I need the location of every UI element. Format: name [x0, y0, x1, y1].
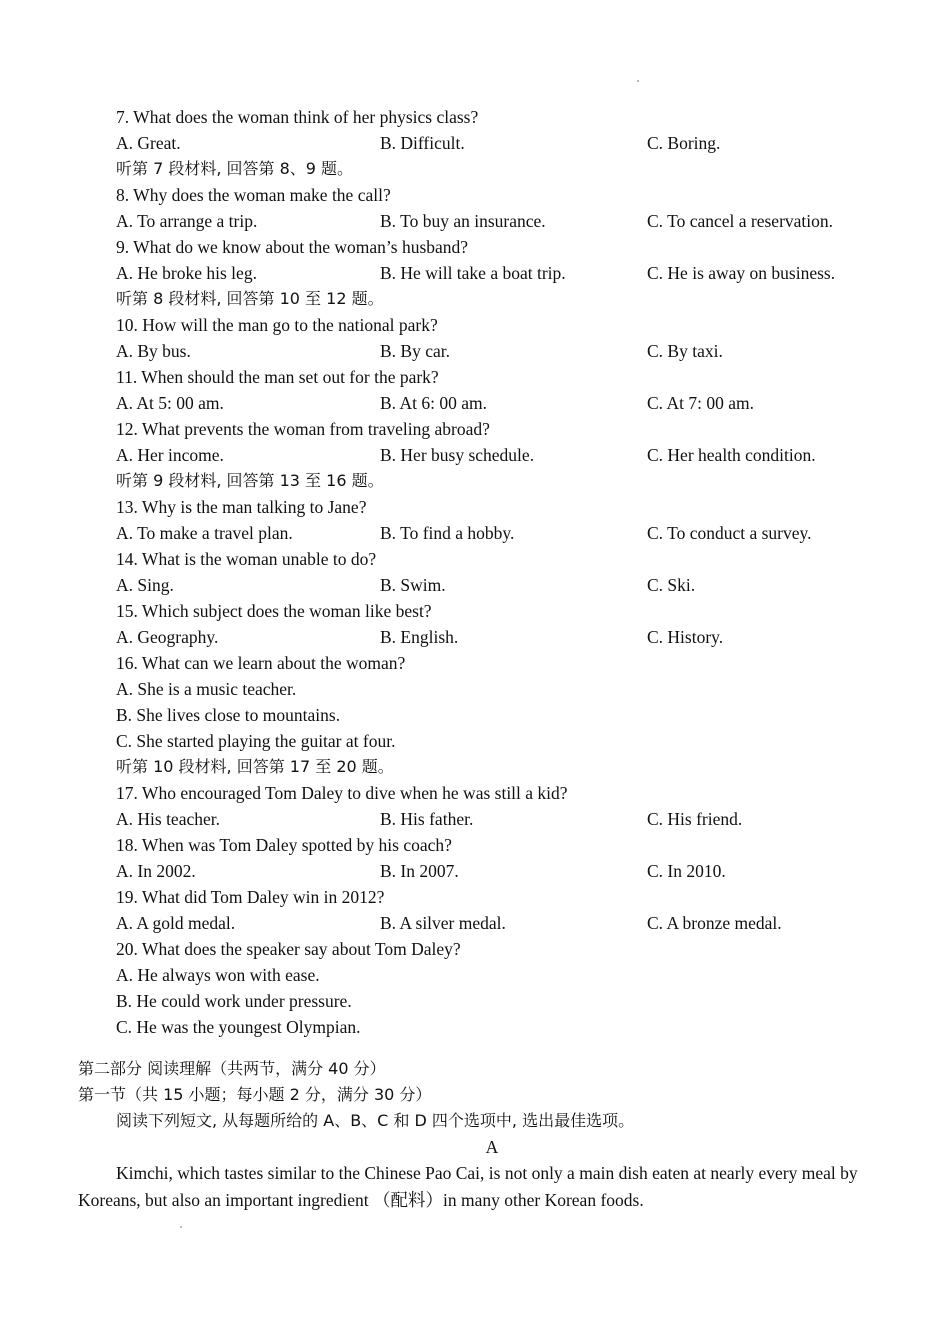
options-row [0, 910, 950, 936]
listening-instruction: 听第 9 段材料, 回答第 13 至 16 题。 [116, 471, 384, 490]
options-row [0, 858, 950, 884]
option-a: A. A gold medal. [116, 913, 236, 933]
exam-page [0, 104, 950, 1214]
question-line: C. He was the youngest Olympian. [116, 1017, 361, 1037]
option-a: A. Her income. [116, 445, 224, 465]
option-c: C. In 2010. [647, 861, 726, 881]
option-a: A. In 2002. [116, 861, 196, 881]
question-line: 17. Who encouraged Tom Daley to dive when he was still a kid? [116, 783, 568, 803]
option-a: A. He broke his leg. [116, 263, 257, 283]
option-a: A. Geography. [116, 627, 219, 647]
listening-instruction: 听第 8 段材料, 回答第 10 至 12 题。 [116, 289, 384, 308]
option-a: A. By bus. [116, 341, 191, 361]
option-b: B. His father. [380, 809, 474, 829]
question-line: 10. How will the man go to the national park? [116, 315, 438, 335]
option-c: C. Her health condition. [647, 445, 816, 465]
option-c: C. A bronze medal. [647, 913, 782, 933]
options-row [0, 390, 950, 416]
reading-section [0, 1040, 950, 1214]
question-line: 8. Why does the woman make the call? [116, 185, 391, 205]
scan-speck [637, 80, 639, 82]
option-a: A. His teacher. [116, 809, 220, 829]
option-b: B. In 2007. [380, 861, 459, 881]
options-row [0, 130, 950, 156]
question-line: 7. What does the woman think of her physics class? [116, 107, 479, 127]
options-row [0, 338, 950, 364]
option-b: B. Difficult. [380, 133, 465, 153]
option-b: B. Her busy schedule. [380, 445, 535, 465]
question-line: B. He could work under pressure. [116, 991, 352, 1011]
option-b: B. He will take a boat trip. [380, 263, 566, 283]
question-line: A. She is a music teacher. [116, 679, 297, 699]
option-b: B. A silver medal. [380, 913, 506, 933]
option-b: B. To find a hobby. [380, 523, 515, 543]
option-c: C. History. [647, 627, 724, 647]
question-line: C. She started playing the guitar at four. [116, 731, 396, 751]
question-line: 11. When should the man set out for the park? [116, 367, 439, 387]
option-b: B. English. [380, 627, 459, 647]
option-a: A. Great. [116, 133, 181, 153]
question-line: 19. What did Tom Daley win in 2012? [116, 887, 385, 907]
option-c: C. Boring. [647, 133, 721, 153]
passage-label: A [485, 1137, 499, 1157]
listening-instruction: 听第 10 段材料, 回答第 17 至 20 题。 [116, 757, 394, 776]
option-b: B. Swim. [380, 575, 446, 595]
question-line: 20. What does the speaker say about Tom Daley? [116, 939, 461, 959]
question-line: 9. What do we know about the woman’s husband? [116, 237, 469, 257]
option-c: C. His friend. [647, 809, 743, 829]
options-row [0, 520, 950, 546]
option-c: C. To conduct a survey. [647, 523, 812, 543]
options-row [0, 260, 950, 286]
option-a: A. To make a travel plan. [116, 523, 293, 543]
option-c: C. To cancel a reservation. [647, 211, 834, 231]
option-b: B. By car. [380, 341, 450, 361]
options-row [0, 208, 950, 234]
options-row [0, 624, 950, 650]
listening-instruction: 听第 7 段材料, 回答第 8、9 题。 [116, 159, 354, 178]
instruction: 阅读下列短文, 从每题所给的 A、B、C 和 D 四个选项中, 选出最佳选项。 [116, 1111, 635, 1130]
section-heading: 第一节（共 15 小题；每小题 2 分，满分 30 分） [78, 1085, 432, 1104]
question-line: A. He always won with ease. [116, 965, 320, 985]
option-a: A. Sing. [116, 575, 174, 595]
option-a: A. To arrange a trip. [116, 211, 258, 231]
passage-paragraph [0, 1160, 870, 1214]
part-heading: 第二部分 阅读理解（共两节，满分 40 分） [78, 1059, 386, 1078]
question-line: 14. What is the woman unable to do? [116, 549, 377, 569]
question-line: 12. What prevents the woman from traveling abroad? [116, 419, 490, 439]
question-line: 16. What can we learn about the woman? [116, 653, 406, 673]
question-line: 13. Why is the man talking to Jane? [116, 497, 367, 517]
option-a: A. At 5: 00 am. [116, 393, 224, 413]
option-c: C. By taxi. [647, 341, 723, 361]
option-c: C. He is away on business. [647, 263, 836, 283]
question-line: 15. Which subject does the woman like best? [116, 601, 432, 621]
option-c: C. At 7: 00 am. [647, 393, 754, 413]
options-row [0, 806, 950, 832]
options-row [0, 442, 950, 468]
question-line: 18. When was Tom Daley spotted by his coach? [116, 835, 452, 855]
question-line: B. She lives close to mountains. [116, 705, 341, 725]
option-b: B. At 6: 00 am. [380, 393, 487, 413]
option-b: B. To buy an insurance. [380, 211, 546, 231]
passage-text: Kimchi, which tastes similar to the Chinese Pao Cai, is not only a main dish eaten at nearly every meal by Koreans, but also an important ingredient （配料）in many other Korean foods. [78, 1163, 858, 1210]
option-c: C. Ski. [647, 575, 696, 595]
options-row [0, 572, 950, 598]
scan-speck [180, 1226, 182, 1228]
